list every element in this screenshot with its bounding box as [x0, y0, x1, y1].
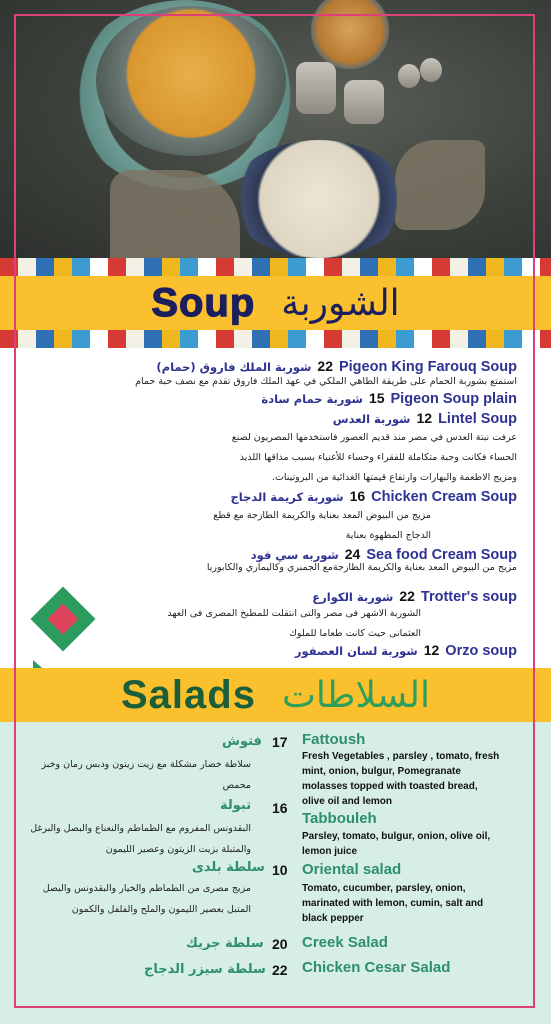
item-price: 15 — [368, 390, 385, 406]
item-description-en: Parsley, tomato, bulgur, onion, olive oil, lemon juice — [302, 831, 491, 857]
bread-chips-bowl — [300, 0, 400, 70]
item-price: 12 — [423, 642, 440, 658]
menu-item — [230, 488, 517, 505]
soup-title-ar: الشوربة — [281, 282, 400, 324]
item-name-ar: شوربة لسان العصفور — [294, 644, 418, 658]
item-description-ar: البقدونس المفروم مع الطماطم والنعناع والبصل والبرغل والمتبلة بزيت الزيتون وعصير الليمون — [30, 823, 251, 855]
item-price: 16 — [272, 800, 288, 816]
item-name-en: Lintel Soup — [438, 411, 517, 427]
item-name-ar: شوربه سي فود — [250, 548, 339, 562]
item-name-ar: سلطة جريك — [186, 936, 264, 951]
item-description-ar: سلاطة خضار مشكلة مع زيت زيتون ودبس رمان وخبز محمص — [41, 759, 251, 791]
spice-jar — [344, 80, 384, 124]
item-name-ar: سلطة بلدى — [192, 860, 265, 875]
salads-title-ar: السلاطات — [281, 674, 431, 716]
item-name-en: Tabbouleh — [302, 810, 377, 827]
soup-header — [0, 276, 551, 330]
item-price: 12 — [416, 410, 433, 426]
item-description: مزيج من البيوض المعد بعناية والكريمة الطازجةمع الجمبري وكاليماري والكابوريا — [206, 562, 517, 573]
menu-item — [333, 410, 517, 427]
item-name-en: Chicken Cesar Salad — [302, 959, 451, 976]
item-name-ar: شوربة كريمة الدجاج — [230, 490, 344, 504]
lentil-soup-bowl — [96, 6, 286, 156]
item-name-ar: سلطة سيزر الدجاج — [144, 962, 266, 977]
item-price: 22 — [272, 962, 288, 978]
item-price: 22 — [317, 358, 333, 374]
menu-item — [312, 588, 517, 605]
item-description: استمتع بشوربة الحمام على طريقة الطاهي الملكي في عهد الملك فاروق تقدم مع نصف حبة حمام — [135, 376, 517, 387]
item-description: عرفت نبتة العدس في مصر منذ قديم العصور فاستخدمها المصريون لصنع الحساء فكانت وجبة متكاملة للفقراء وحساء للأغنياء بسبب مذاقها اللذيذ ومزيج الاطعمة والبهارات وارتفاع قيمتها الغذائية من البروتينات. — [231, 432, 517, 483]
item-name-en: Chicken Cream Soup — [371, 489, 517, 505]
item-price: 16 — [349, 488, 366, 504]
soup-title-en: Soup — [151, 280, 256, 325]
pepper-shaker — [420, 58, 442, 82]
item-name-en: Orzo soup — [445, 643, 517, 659]
item-price: 10 — [272, 862, 288, 878]
item-price: 22 — [399, 588, 415, 604]
item-name-ar: شوربة حمام سادة — [261, 392, 363, 406]
item-price: 20 — [272, 936, 288, 952]
item-name-ar: شوربة العدس — [332, 412, 411, 426]
napkin — [395, 140, 485, 230]
spice-jar — [296, 62, 336, 114]
menu-item — [261, 390, 517, 407]
menu-item — [295, 642, 517, 659]
item-name-ar: تبولة — [220, 798, 252, 813]
cream-soup-bowl — [230, 140, 408, 258]
item-description: الشوربة الاشهر فى مصر والتى انتقلت للمطبخ المصرى فى العهد العثمانى حيث كانت طعاما للملوك — [167, 608, 421, 639]
salt-shaker — [398, 64, 420, 88]
item-description-en: Tomato, cucumber, parsley, onion, marinated with lemon, cumin, salt and black pepper — [302, 883, 484, 924]
salads-header — [0, 668, 551, 722]
item-name-ar: شوربة الملك فاروق (حمام) — [156, 360, 312, 374]
item-name-en: Creek Salad — [302, 934, 388, 951]
item-name-en: Trotter's soup — [420, 589, 517, 605]
item-price: 17 — [272, 734, 288, 750]
salads-title-en: Salads — [120, 672, 256, 717]
item-name-en: Pigeon Soup plain — [390, 391, 517, 407]
item-name-en: Fattoush — [302, 731, 366, 748]
item-description: مزيج من البيوض المعد بعناية والكريمة الطازجة مع قطع الدجاج المطهوة بعناية — [213, 510, 431, 541]
item-name-ar: شوربة الكوارع — [312, 590, 394, 604]
item-name-en: Sea food Cream Soup — [366, 547, 517, 563]
soup-photo — [0, 0, 551, 262]
item-description-ar: مزيج مصرى من الطماطم والخيار والبقدونس والبصل المتبل بعصير الليمون والملح والفلفل والكمون — [42, 883, 251, 915]
item-name-en: Pigeon King Farouq Soup — [338, 359, 517, 375]
item-name-en: Oriental salad — [302, 861, 402, 878]
item-price: 24 — [344, 546, 361, 562]
item-name-ar: فتوش — [222, 734, 262, 749]
item-description-en: Fresh Vegetables , parsley , tomato, fresh mint, onion, bulgur, Pomegranate molasses topped with toasted bread, olive oil and lemon — [302, 751, 500, 807]
